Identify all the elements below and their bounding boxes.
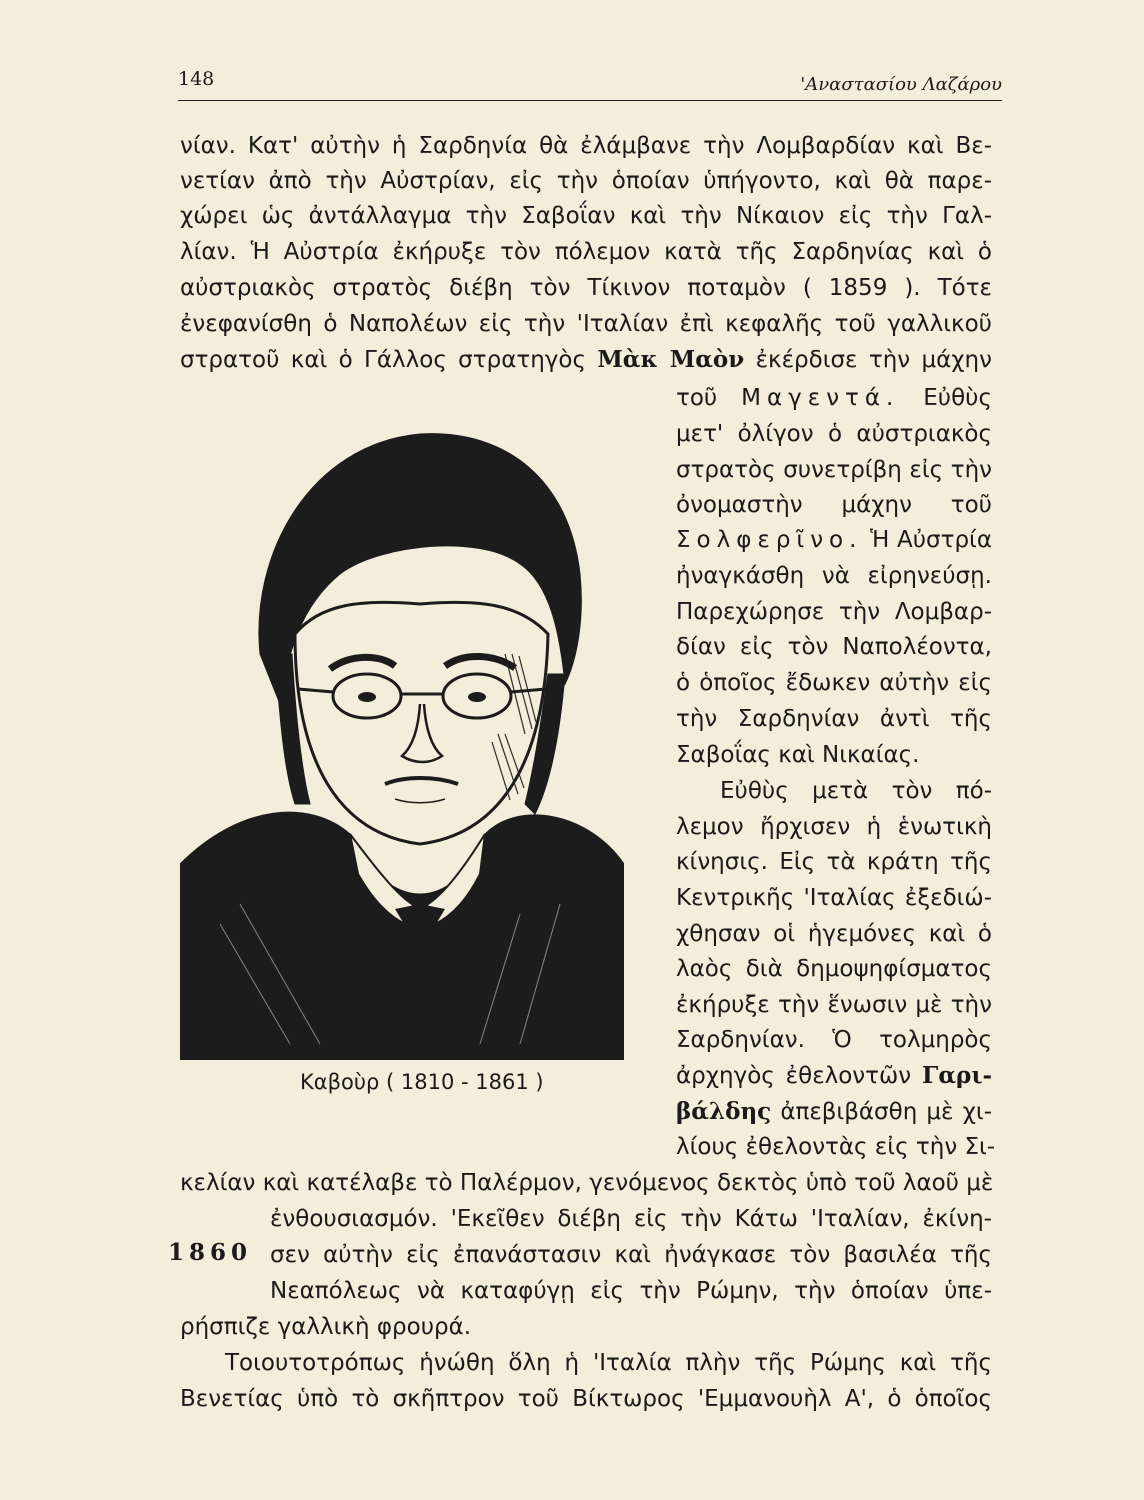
text-line (676, 524, 992, 556)
text-line: ἠναγκάσθη νὰ εἰρηνεύσῃ. (676, 563, 992, 589)
text-line (676, 1096, 992, 1128)
text-run: Ἡ Αὐστρία (870, 527, 992, 553)
text-line: κίνησις. Εἰς τὰ κράτη τῆς (676, 849, 992, 875)
text-line: δίαν εἰς τὸν Ναπολέοντα, (676, 634, 992, 660)
text-line: ὀνομαστὴν μάχην τοῦ (676, 492, 992, 518)
text-run: ἐκέρδισε τὴν μάχην (755, 347, 992, 373)
text-run: ἀρχηγὸς ἐθελοντῶν (676, 1063, 912, 1089)
text-line: ἐνθουσιασμόν. 'Εκεῖθεν διέβη εἰς τὴν Κάτω 'Ιταλίαν, ἐκίνη- (270, 1206, 992, 1232)
page-number: 148 (178, 68, 215, 90)
text-line: Τοιουτοτρόπως ἡνώθη ὅλη ἡ 'Ιταλία πλὴν τῆς Ρώμης καὶ τῆς (225, 1350, 992, 1376)
text-line: χθησαν οἱ ἡγεμόνες καὶ ὁ (676, 921, 992, 947)
text-run: στρατοῦ καὶ ὁ Γάλλος στρατηγὸς (180, 347, 586, 373)
text-line: ἐνεφανίσθη ὁ Ναπολέων εἰς τὴν 'Ιταλίαν ἐπὶ κεφαλῆς τοῦ γαλλικοῦ (180, 311, 992, 337)
text-run: ἀπεβιβάσθη μὲ χι- (780, 1099, 992, 1125)
portrait-illustration (180, 404, 624, 1060)
text-line: τὴν Σαρδηνίαν ἀντὶ τῆς (676, 706, 992, 732)
text-line: ὁ ὁποῖος ἔδωκεν αὐτὴν εἰς (676, 670, 992, 696)
text-line: Νεαπόλεως νὰ καταφύγῃ εἰς τὴν Ρώμην, τὴν ὁποίαν ὑπε- (270, 1278, 992, 1304)
text-line: Εὐθὺς μετὰ τὸν πό- (720, 778, 992, 804)
running-head: 'Αναστασίου Λαζάρου (800, 74, 1002, 95)
text-line: Βενετίας ὑπὸ τὸ σκῆπτρον τοῦ Βίκτωρος 'Εμμανουὴλ Α', ὁ ὁποῖος (180, 1386, 992, 1412)
text-line: χώρει ὡς ἀντάλλαγμα τὴν Σαβοΐαν καὶ τὴν Νίκαιον εἰς τὴν Γαλ- (180, 203, 992, 229)
text-line: Παρεχώρησε τὴν Λομβαρ- (676, 599, 992, 625)
text-line: λαὸς διὰ δημοψηφίσματος (676, 956, 992, 982)
text-line (676, 382, 992, 414)
text-line: ρήσπιζε γαλλικὴ φρουρά. (180, 1314, 472, 1340)
margin-year: 1860 (168, 1239, 253, 1266)
text-line: Σαβοΐας καὶ Νικαίας. (676, 742, 920, 768)
place-solferino: Σολφερῖνο. (676, 527, 863, 553)
text-line: σεν αὐτὴν εἰς ἐπανάστασιν καὶ ἠνάγκασε τὸν βασιλέα τῆς (270, 1242, 992, 1268)
text-run: τοῦ (676, 385, 718, 411)
page-header (178, 66, 1002, 101)
name-garibaldi-cont: βάλδης (676, 1098, 772, 1125)
text-line: μετ' ὀλίγον ὁ αὐστριακὸς (676, 421, 992, 447)
name-garibaldi: Γαρι- (922, 1062, 992, 1089)
text-line: λεμον ἤρχισεν ἡ ἑνωτικὴ (676, 814, 992, 840)
text-line: κελίαν καὶ κατέλαβε τὸ Παλέρμον, γενόμενος δεκτὸς ὑπὸ τοῦ λαοῦ μὲ (180, 1170, 994, 1196)
text-line: αὐστριακὸς στρατὸς διέβη τὸν Τίκινον ποταμὸν ( 1859 ). Τότε (180, 275, 992, 301)
text-line (676, 1060, 992, 1092)
text-line: ἐκήρυξε τὴν ἕνωσιν μὲ τὴν (676, 992, 992, 1018)
text-line: νίαν. Κατ' αὐτὴν ἡ Σαρδηνία θὰ ἐλάμβανε τὴν Λομβαρδίαν καὶ Βε- (180, 133, 992, 159)
text-line: λίαν. Ἡ Αὐστρία ἐκήρυξε τὸν πόλεμον κατὰ τῆς Σαρδηνίας καὶ ὁ (180, 239, 992, 265)
text-line: Σαρδηνίαν. Ὁ τολμηρὸς (676, 1027, 992, 1053)
figure-caption: Καβοὺρ ( 1810 - 1861 ) (300, 1070, 544, 1094)
name-mac-mahon: Μὰκ Μαὸν (597, 346, 745, 373)
text-line: λίους ἐθελοντὰς εἰς τὴν Σι- (676, 1134, 996, 1160)
text-run: Εὐθὺς (923, 385, 992, 411)
text-line (180, 344, 992, 376)
text-line: στρατὸς συνετρίβη εἰς τὴν (676, 457, 992, 483)
text-line: νετίαν ἀπὸ τὴν Αὐστρίαν, εἰς τὴν ὁποίαν ὑπήγοντο, καὶ θὰ παρε- (180, 168, 992, 194)
text-line: Κεντρικῆς 'Ιταλίας ἐξεδιώ- (676, 885, 992, 911)
place-magenta: Μαγεντά. (741, 385, 900, 411)
